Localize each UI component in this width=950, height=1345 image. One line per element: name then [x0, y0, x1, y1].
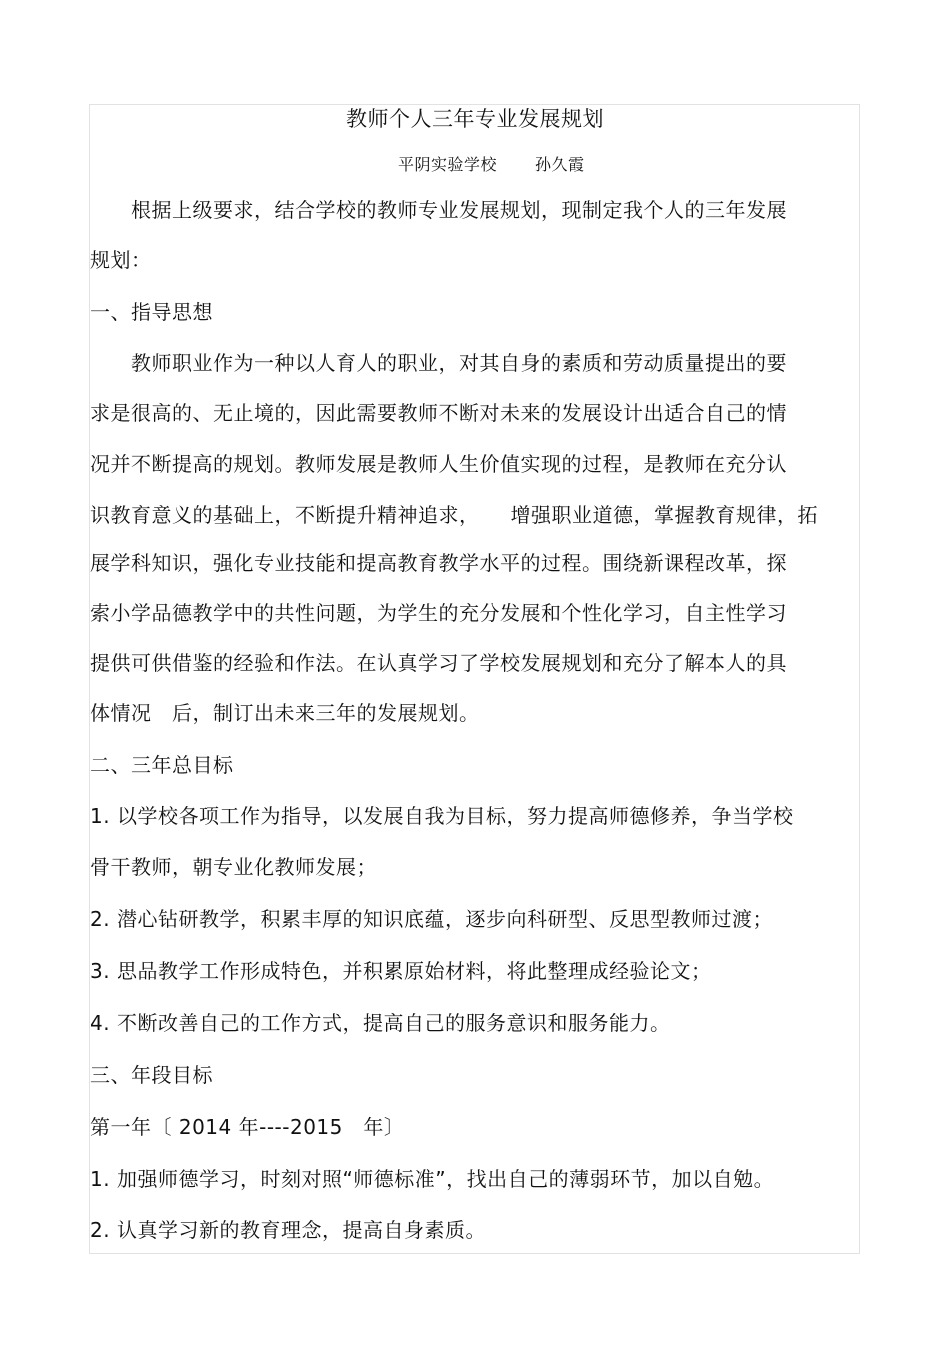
list-item: 3. 思品教学工作形成特色，并积累原始材料，将此整理成经验论文；	[90, 959, 712, 983]
list-item: 骨干教师，朝专业化教师发展；	[90, 855, 377, 879]
school-name: 平阴实验学校	[398, 155, 498, 174]
body-line: 教师职业作为一种以人育人的职业，对其自身的素质和劳动质量提出的要	[90, 351, 787, 375]
body-line: 识教育意义的基础上，不断提升精神追求， 增强职业道德，掌握教育规律，拓	[90, 503, 818, 527]
section-heading: 三、年段目标	[90, 1063, 213, 1087]
list-item: 2. 潜心钻研教学，积累丰厚的知识底蕴，逐步向科研型、反思型教师过渡；	[90, 907, 773, 931]
body-line: 根据上级要求，结合学校的教师专业发展规划，现制定我个人的三年发展	[90, 198, 787, 222]
body-line: 展学科知识，强化专业技能和提高教育教学水平的过程。围绕新课程改革，探	[90, 551, 787, 575]
body-line: 求是很高的、无止境的，因此需要教师不断对未来的发展设计出适合自己的情	[90, 401, 787, 425]
subsection-heading: 第一年〔 2014 年----2015 年〕	[90, 1115, 405, 1139]
author-name: 孙久霞	[535, 155, 585, 174]
section-heading: 一、指导思想	[90, 300, 213, 324]
list-item: 1. 加强师德学习，时刻对照“师德标准”，找出自己的薄弱环节，加以自勉。	[90, 1167, 775, 1191]
body-line: 索小学品德教学中的共性问题，为学生的充分发展和个性化学习，自主性学习	[90, 601, 787, 625]
list-item: 4. 不断改善自己的工作方式，提高自己的服务意识和服务能力。	[90, 1011, 671, 1035]
document-title: 教师个人三年专业发展规划	[346, 107, 604, 131]
document-byline	[398, 152, 585, 178]
body-line: 规划：	[90, 248, 152, 272]
list-item: 2. 认真学习新的教育理念，提高自身素质。	[90, 1218, 486, 1242]
body-line: 况并不断提高的规划。教师发展是教师人生价值实现的过程，是教师在充分认	[90, 452, 787, 476]
list-item: 1. 以学校各项工作为指导，以发展自我为目标，努力提高师德修养，争当学校	[90, 804, 794, 828]
body-line: 体情况 后，制订出未来三年的发展规划。	[90, 701, 480, 725]
section-heading: 二、三年总目标	[90, 753, 234, 777]
body-line: 提供可供借鉴的经验和作法。在认真学习了学校发展规划和充分了解本人的具	[90, 651, 787, 675]
